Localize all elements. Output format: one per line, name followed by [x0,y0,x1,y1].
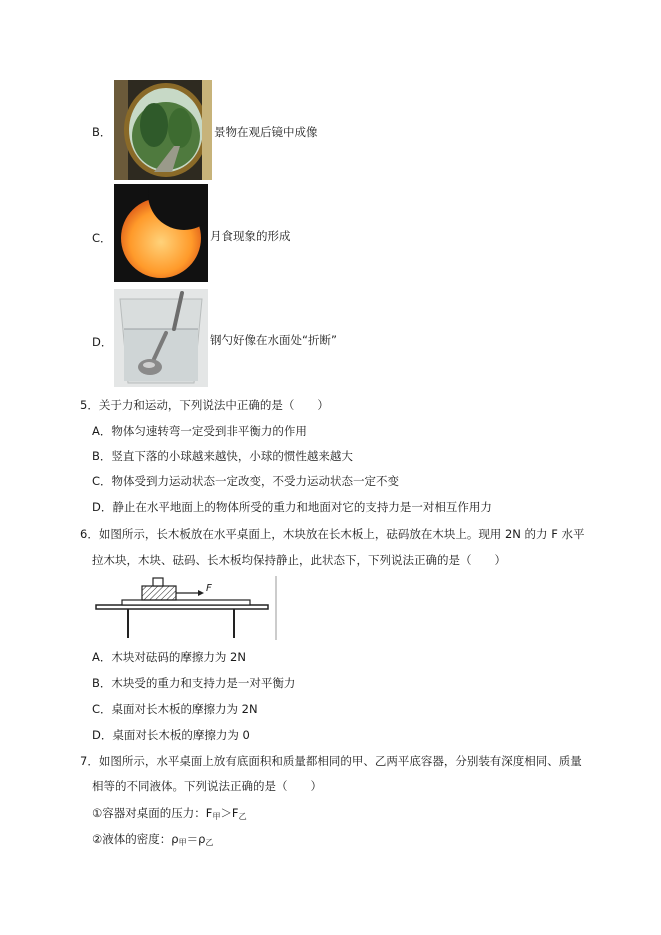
mirror-image [114,80,212,180]
option-c-text: 月食现象的形成 [210,229,291,243]
option-d-letter: D． [92,335,113,349]
q6-option-d: D．桌面对长木板的摩擦力为 0 [92,728,250,742]
spoon-photo [114,289,208,387]
option-c-letter: C． [92,231,112,245]
q6-option-b: B．木块受的重力和支持力是一对平衡力 [92,676,296,690]
eclipse-photo [114,184,208,282]
q6-option-c: C．桌面对长木板的摩擦力为 2N [92,702,258,716]
q7-item1-sub1: 甲 [212,812,221,821]
q7-item1-mid: ＞F [220,806,239,820]
option-b-letter: B． [92,125,112,139]
q6-stem-line2: 拉木块，木块、砝码、长木板均保持静止，此状态下，下列说法正确的是（ ） [92,553,506,567]
q5-option-b: B．竖直下落的小球越来越快，小球的惯性越来越大 [92,449,353,463]
q7-item2-sub1: 甲 [178,838,187,847]
q6-option-a: A．木块对砝码的摩擦力为 2N [92,650,246,664]
force-label: F [206,583,212,594]
q7-item2-mid: ＝ρ [186,832,206,846]
board-diagram [94,576,278,640]
q5-option-a: A．物体匀速转弯一定受到非平衡力的作用 [92,424,307,438]
q7-item2-sub2: 乙 [205,838,214,847]
q5-option-c: C．物体受到力运动状态一定改变，不受力运动状态一定不变 [92,474,400,488]
q5-option-d: D．静止在水平地面上的物体所受的重力和地面对它的支持力是一对相互作用力 [92,500,492,514]
q6-stem-line1: 6．如图所示，长木板放在水平桌面上，木块放在长木板上，砝码放在木块上。现用 2N 的力 F 水平 [80,527,585,541]
eclipse-image [114,184,208,282]
q7-item1-sub2: 乙 [238,812,247,821]
q6-figure [94,576,278,640]
q7-stem-line1: 7．如图所示，水平桌面上放有底面积和质量都相同的甲、乙两平底容器，分别装有深度相同、质量 [80,754,582,768]
q7-item2-prefix: ②液体的密度：ρ [92,832,179,846]
option-b-text: 景物在观后镜中成像 [214,125,318,139]
spoon-image [114,289,208,387]
option-d-text: 钢勺好像在水面处“折断” [210,333,337,347]
mirror-photo [114,80,212,180]
q5-stem: 5．关于力和运动，下列说法中正确的是（ ） [80,398,329,412]
q7-item1-prefix: ①容器对桌面的压力：F [92,806,213,820]
q7-stem-line2: 相等的不同液体。下列说法正确的是（ ） [92,779,322,793]
q7-item1 [92,806,247,824]
q7-item2 [92,832,213,850]
